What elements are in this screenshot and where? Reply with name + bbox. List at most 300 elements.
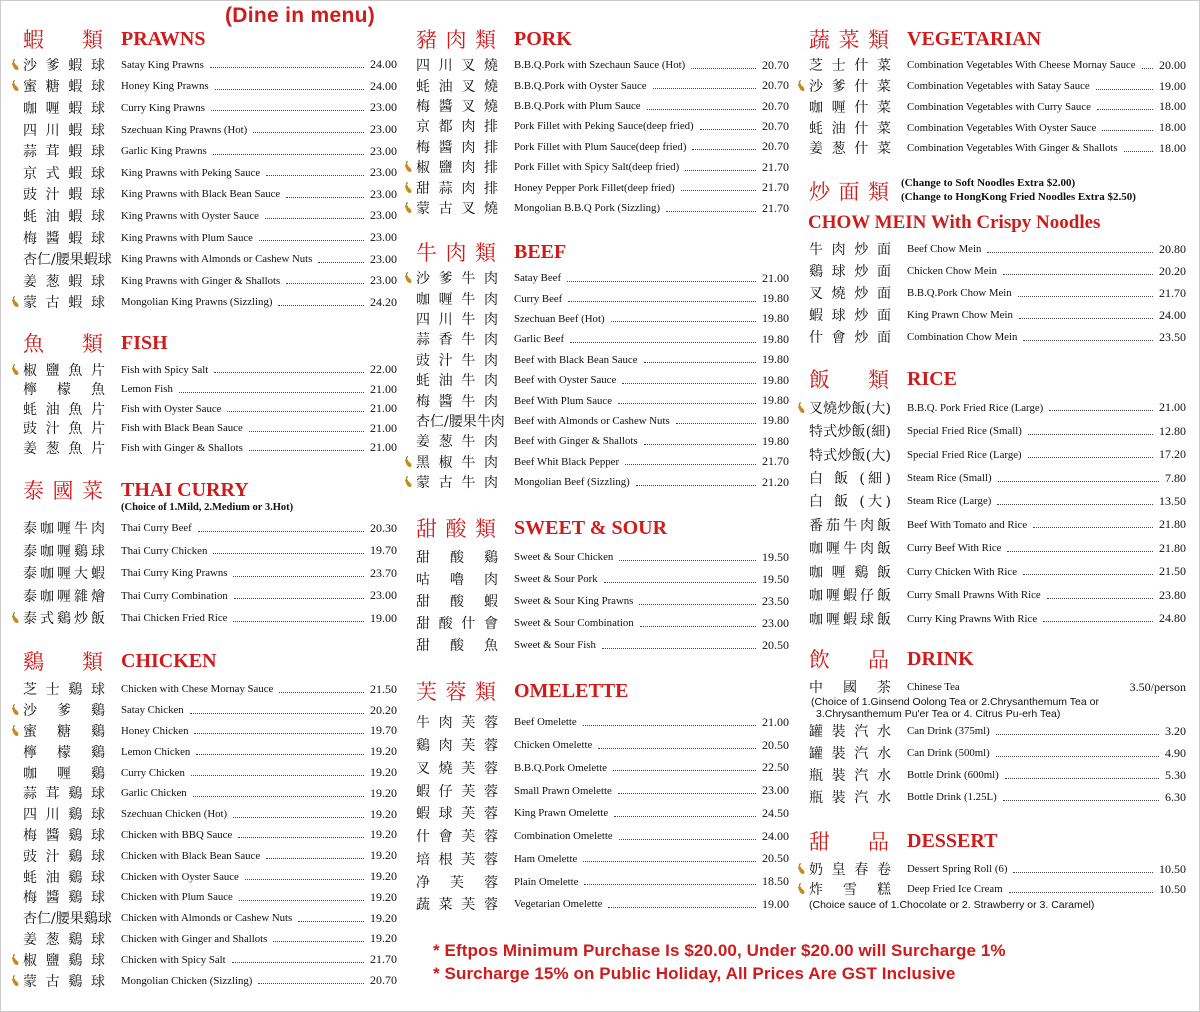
menu-item — [404, 116, 789, 136]
soft-drink-item-list — [797, 720, 1186, 808]
item-english-name: Beef with Almonds or Cashew Nuts — [514, 414, 670, 427]
item-english-name: Mongolian Chicken (Sizzling) — [121, 974, 253, 987]
menu-item — [404, 390, 789, 410]
item-price: 21.70 — [762, 159, 789, 174]
section-header-beef — [404, 240, 789, 264]
menu-item — [404, 309, 789, 329]
item-english-name: Sweet & Sour Chicken — [514, 551, 614, 563]
item-english-name: Thai Curry Combination — [121, 589, 228, 602]
item-price: 24.00 — [370, 57, 397, 72]
item-chinese-name: 泰咖喱雜燴 — [23, 588, 105, 605]
menu-item — [11, 845, 397, 866]
item-chinese-name: 椒 鹽 鷄 球 — [23, 952, 105, 969]
dotted-leader — [278, 305, 364, 306]
item-price: 21.00 — [370, 440, 397, 455]
item-english-name: Beef With Plum Sauce — [514, 394, 613, 407]
item-chinese-name: 净 芙 蓉 — [416, 874, 498, 891]
menu-item — [404, 55, 789, 75]
item-english-name: Fish with Spicy Salt — [121, 363, 209, 376]
item-chinese-name: 豉 汁 蝦 球 — [23, 187, 105, 204]
item-price: 5.30 — [1165, 767, 1186, 782]
section-header-drink — [797, 647, 1186, 671]
item-icon-slot — [11, 975, 23, 987]
chow-mein-item-list — [797, 238, 1186, 348]
item-price: 19.80 — [762, 291, 789, 306]
item-chinese-name: 咕 嚕 肉 — [416, 572, 498, 588]
item-chinese-name: 甜 酸 鷄 — [416, 550, 498, 566]
menu-item — [11, 438, 397, 458]
soft-noodle-note: (Change to Soft Noodles Extra $2.00) — [901, 177, 1076, 189]
menu-item — [404, 546, 789, 568]
dotted-leader — [1018, 296, 1153, 297]
item-price: 13.50 — [1159, 493, 1186, 508]
section-title-english: VEGETARIAN — [907, 27, 1042, 50]
item-chinese-name: 豉 汁 鷄 球 — [23, 848, 105, 865]
item-english-name: Combination Vegetables with Satay Sauce — [907, 80, 1090, 93]
item-chinese-name: 京 式 蝦 球 — [23, 165, 105, 182]
dotted-leader — [567, 281, 756, 282]
section-title-english: PRAWNS — [121, 27, 206, 50]
item-english-name: Curry Beef With Rice — [907, 542, 1002, 555]
section-header-sweet-sour — [404, 516, 789, 540]
menu-item — [797, 537, 1186, 560]
item-icon-slot — [797, 80, 809, 92]
item-chinese-name: 咖喱蝦仔飯 — [809, 588, 891, 605]
item-chinese-name: 蒜 茸 蝦 球 — [23, 144, 105, 161]
dotted-leader — [653, 88, 756, 89]
item-english-name: B.B.Q. Pork Fried Rice (Large) — [907, 401, 1044, 414]
item-chinese-name: 泰咖喱大蝦 — [23, 566, 105, 583]
dotted-leader — [213, 154, 364, 155]
hongkong-noodle-note: (Change to HongKong Fried Noodles Extra $2.50) — [901, 191, 1136, 203]
item-chinese-name: 四 川 鷄 球 — [23, 807, 105, 824]
dotted-leader — [568, 301, 756, 302]
item-price: 19.80 — [762, 413, 789, 428]
item-price: 21.50 — [370, 681, 397, 696]
section-header-omelette — [404, 679, 789, 703]
item-chinese-name: 豉 汁 牛 肉 — [416, 352, 498, 369]
item-english-name: Bottle Drink (600ml) — [907, 769, 999, 781]
item-english-name: Beef Whit Black Pepper — [514, 455, 620, 468]
dotted-leader — [318, 262, 364, 263]
menu-item — [404, 848, 789, 871]
item-price: 20.50 — [762, 851, 789, 866]
menu-item — [11, 360, 397, 380]
item-chinese-name: 甜 酸 蝦 — [416, 594, 498, 610]
item-chinese-name: 蚝 油 叉 燒 — [416, 78, 498, 95]
item-price: 19.20 — [370, 744, 397, 759]
dotted-leader — [253, 132, 364, 133]
chili-icon — [11, 364, 20, 376]
item-chinese-name: 杏仁/腰果鷄球 — [23, 911, 112, 928]
section-title-chinese: 芙 蓉 類 — [416, 680, 496, 704]
dotted-leader — [215, 89, 364, 90]
item-english-name: Thai Chicken Fried Rice — [121, 612, 228, 625]
item-price: 6.30 — [1165, 789, 1186, 804]
item-price: 23.70 — [370, 565, 397, 580]
section-title-english: THAI CURRY — [121, 478, 249, 501]
item-price: 22.50 — [762, 760, 789, 775]
item-chinese-name: 什 會 芙 蓉 — [416, 829, 498, 846]
item-price: 20.20 — [1159, 263, 1186, 278]
menu-item — [11, 721, 397, 742]
menu-item — [797, 443, 1186, 466]
item-icon-slot — [404, 456, 416, 468]
item-chinese-name: 特式炒飯(細) — [809, 424, 891, 441]
dotted-leader — [1124, 151, 1153, 152]
dotted-leader — [259, 240, 364, 241]
pork-item-list — [404, 55, 789, 218]
menu-item — [404, 734, 789, 757]
item-icon-slot — [404, 161, 416, 173]
item-price: 23.00 — [370, 588, 397, 603]
section-title-chinese: 蔬 菜 類 — [809, 28, 889, 52]
item-english-name: Honey Chicken — [121, 724, 189, 737]
item-price: 19.80 — [762, 331, 789, 346]
dotted-leader — [214, 372, 364, 373]
item-price: 19.20 — [370, 889, 397, 904]
item-chinese-name: 梅 醬 肉 排 — [416, 139, 498, 156]
chili-icon — [11, 80, 20, 92]
item-icon-slot — [404, 272, 416, 284]
item-chinese-name: 叉燒炒飯(大) — [809, 400, 891, 417]
item-chinese-name: 牛 肉 芙 蓉 — [416, 715, 498, 732]
dotted-leader — [245, 879, 364, 880]
item-price: 23.00 — [762, 615, 789, 630]
item-price: 20.70 — [762, 118, 789, 133]
item-price: 24.20 — [370, 294, 397, 309]
item-price: 21.70 — [370, 952, 397, 967]
menu-item — [11, 741, 397, 762]
item-icon-slot — [404, 182, 416, 194]
item-price: 19.80 — [762, 372, 789, 387]
chili-icon — [797, 80, 806, 92]
item-price: 10.50 — [1159, 861, 1186, 876]
chili-icon — [404, 202, 413, 214]
dotted-leader — [1003, 800, 1159, 801]
item-price: 19.70 — [370, 543, 397, 558]
chili-icon — [11, 59, 20, 71]
chili-icon — [11, 612, 20, 624]
item-english-name: Chicken with Almonds or Cashew Nuts — [121, 912, 293, 925]
dotted-leader — [1003, 274, 1153, 275]
menu-item — [404, 590, 789, 612]
section-title-chinese: 甜 品 — [809, 830, 889, 854]
item-english-name: Garlic King Prawns — [121, 145, 207, 158]
dotted-leader — [619, 560, 756, 561]
item-english-name: Pork Fillet with Spicy Salt(deep fried) — [514, 161, 680, 174]
item-price: 21.70 — [1159, 285, 1186, 300]
item-chinese-name: 泰式鷄炒飯 — [23, 611, 105, 628]
dotted-leader — [602, 648, 756, 649]
item-price: 19.20 — [370, 910, 397, 925]
chili-icon — [11, 975, 20, 987]
section-title-english: BEEF — [514, 240, 567, 263]
item-icon-slot — [11, 364, 23, 376]
item-price: 18.00 — [1159, 140, 1186, 155]
item-price: 3.50/person — [1129, 679, 1186, 694]
item-icon-slot — [797, 883, 809, 895]
menu-item — [797, 76, 1186, 97]
dotted-leader — [238, 837, 364, 838]
item-price: 23.00 — [762, 783, 789, 798]
item-chinese-name: 姜 葱 牛 肉 — [416, 434, 498, 451]
dotted-leader — [211, 110, 364, 111]
item-english-name: Combination Omelette — [514, 830, 613, 843]
item-english-name: Special Fried Rice (Small) — [907, 425, 1022, 438]
item-price: 23.80 — [1159, 587, 1186, 602]
dotted-leader — [198, 531, 364, 532]
item-english-name: Bottle Drink (1.25L) — [907, 791, 997, 803]
menu-item — [11, 540, 397, 563]
item-english-name: Dessert Spring Roll (6) — [907, 863, 1008, 875]
section-header-dessert — [797, 829, 1186, 853]
item-english-name: King Prawns with Black Bean Sauce — [121, 188, 281, 201]
tea-note-line: 3.Chrysanthemum Pu'er Tea or 4. Citrus Pu-erh Tea) — [816, 708, 1061, 720]
section-title-english: OMELETTE — [514, 679, 629, 702]
dessert-item-list — [797, 859, 1186, 899]
dotted-leader — [570, 342, 756, 343]
item-english-name: B.B.Q.Pork with Oyster Sauce — [514, 79, 647, 92]
section-title-english: CHICKEN — [121, 649, 217, 672]
menu-item — [11, 908, 397, 929]
item-chinese-name: 豉 汁 魚 片 — [23, 421, 105, 438]
item-chinese-name: 梅 醬 牛 肉 — [416, 393, 498, 410]
item-english-name: Satay King Prawns — [121, 58, 204, 71]
section-title-english: FISH — [121, 331, 168, 354]
section-title-english: DRINK — [907, 647, 974, 670]
footer-notes — [433, 939, 1006, 985]
item-english-name: Combination Vegetables With Cheese Mornay Sauce — [907, 59, 1136, 72]
item-price: 20.70 — [762, 78, 789, 93]
menu-item — [797, 584, 1186, 607]
item-price: 19.00 — [370, 610, 397, 625]
item-english-name: Chicken with Chese Mornay Sauce — [121, 683, 274, 696]
menu-item — [797, 419, 1186, 442]
dotted-leader — [997, 504, 1153, 505]
item-chinese-name: 梅 醬 鷄 球 — [23, 890, 105, 907]
item-chinese-name: 甜 酸 什 會 — [416, 616, 498, 632]
item-icon-slot — [11, 704, 23, 716]
chili-icon — [11, 954, 20, 966]
item-english-name: Curry Small Prawns With Rice — [907, 589, 1041, 602]
menu-item — [11, 949, 397, 970]
dotted-leader — [1043, 621, 1153, 622]
dotted-leader — [1047, 598, 1153, 599]
item-chinese-name: 姜 葱 蝦 球 — [23, 273, 105, 290]
menu-item — [797, 396, 1186, 419]
dotted-leader — [227, 411, 364, 412]
dotted-leader — [1049, 410, 1153, 411]
menu-item — [404, 870, 789, 893]
item-chinese-name: 特式炒飯(大) — [809, 447, 891, 464]
item-english-name: Special Fried Rice (Large) — [907, 448, 1022, 461]
item-chinese-name: 瓶 裝 汽 水 — [809, 768, 891, 784]
item-price: 21.70 — [762, 200, 789, 215]
item-price: 21.00 — [370, 401, 397, 416]
dotted-leader — [614, 816, 756, 817]
item-icon-slot — [797, 402, 809, 414]
item-english-name: Sweet & Sour Combination — [514, 617, 634, 629]
item-price: 24.80 — [1159, 611, 1186, 626]
item-english-name: Chicken with Ginger and Shallots — [121, 932, 268, 945]
item-price: 19.00 — [762, 896, 789, 911]
dotted-leader — [996, 734, 1159, 735]
dotted-leader — [644, 362, 756, 363]
item-english-name: Curry Chicken With Rice — [907, 565, 1018, 578]
dotted-leader — [249, 450, 364, 451]
item-chinese-name: 蒜 香 牛 肉 — [416, 332, 498, 349]
dotted-leader — [640, 626, 756, 627]
item-price: 21.00 — [762, 270, 789, 285]
section-title-english: CHOW MEIN With Crispy Noodles — [808, 212, 1101, 233]
fish-item-list — [11, 360, 397, 458]
item-price: 7.80 — [1165, 470, 1186, 485]
item-price: 19.50 — [762, 571, 789, 586]
item-english-name: Curry Beef — [514, 292, 563, 305]
menu-item — [797, 742, 1186, 764]
item-english-name: Combination Vegetables With Ginger & Shallots — [907, 142, 1118, 155]
item-price: 10.50 — [1159, 881, 1186, 896]
item-chinese-name: 鷄 球 炒 面 — [809, 264, 891, 280]
dotted-leader — [1005, 778, 1159, 779]
menu-item — [404, 288, 789, 308]
chili-icon — [404, 272, 413, 284]
section-title-chinese: 魚 類 — [23, 332, 103, 356]
item-price: 21.00 — [370, 420, 397, 435]
menu-item — [797, 859, 1186, 879]
item-price: 19.20 — [370, 806, 397, 821]
dotted-leader — [1033, 527, 1153, 528]
dotted-leader — [266, 175, 364, 176]
item-english-name: Deep Fried Ice Cream — [907, 883, 1003, 895]
item-chinese-name: 梅 醬 蝦 球 — [23, 230, 105, 247]
item-chinese-name: 蜜 糖 蝦 球 — [23, 79, 105, 96]
item-price: 19.20 — [370, 785, 397, 800]
item-price: 21.20 — [762, 474, 789, 489]
dotted-leader — [1013, 872, 1153, 873]
item-price: 20.80 — [1159, 241, 1186, 256]
dotted-leader — [998, 481, 1159, 482]
menu-item — [404, 472, 789, 492]
item-chinese-name: 黑 椒 牛 肉 — [416, 454, 498, 471]
item-icon-slot — [11, 296, 23, 308]
dotted-leader — [598, 748, 756, 749]
item-chinese-name: 沙 爹 牛 肉 — [416, 271, 498, 288]
section-header-thai-curry — [11, 478, 397, 502]
dotted-leader — [619, 839, 756, 840]
dotted-leader — [234, 598, 364, 599]
item-chinese-name: 奶 皇 春 卷 — [809, 862, 891, 878]
dotted-leader — [639, 604, 756, 605]
item-chinese-name: 四 川 叉 燒 — [416, 58, 498, 75]
dotted-leader — [239, 900, 364, 901]
item-chinese-name: 梅 醬 叉 燒 — [416, 99, 498, 116]
item-english-name: Satay Beef — [514, 272, 562, 285]
dotted-leader — [1007, 551, 1153, 552]
item-english-name: Plain Omelette — [514, 875, 579, 888]
item-price: 3.20 — [1165, 723, 1186, 738]
item-price: 23.50 — [762, 593, 789, 608]
item-english-name: Satay Chicken — [121, 704, 184, 717]
dotted-leader — [1023, 340, 1153, 341]
item-chinese-name: 蒙 古 鷄 球 — [23, 973, 105, 990]
item-chinese-name: 蔬 菜 芙 蓉 — [416, 897, 498, 914]
menu-item — [797, 513, 1186, 536]
item-chinese-name: 培 根 芙 蓉 — [416, 851, 498, 868]
menu-item — [404, 96, 789, 116]
item-english-name: Combination Chow Mein — [907, 331, 1018, 343]
chicken-item-list — [11, 679, 397, 991]
item-english-name: Can Drink (500ml) — [907, 747, 990, 759]
item-english-name: Pork Fillet with Plum Sauce(deep fried) — [514, 140, 687, 153]
menu-item — [797, 786, 1186, 808]
item-chinese-name: 蜜 糖 鷄 — [23, 723, 105, 740]
item-english-name: Honey King Prawns — [121, 80, 209, 93]
item-price: 19.20 — [370, 827, 397, 842]
item-english-name: Thai Curry Beef — [121, 522, 192, 535]
item-chinese-name: 咖 喱 蝦 球 — [23, 100, 105, 117]
menu-item — [11, 970, 397, 991]
item-chinese-name: 姜 葱 魚 片 — [23, 440, 105, 457]
item-chinese-name: 蚝 油 蝦 球 — [23, 208, 105, 225]
item-price: 21.50 — [1159, 564, 1186, 579]
dotted-leader — [194, 733, 364, 734]
item-chinese-name: 叉 燒 芙 蓉 — [416, 760, 498, 777]
item-chinese-name: 炸 雪 糕 — [809, 882, 891, 898]
menu-item — [11, 929, 397, 950]
item-price: 21.70 — [762, 454, 789, 469]
menu-item — [11, 205, 397, 227]
dotted-leader — [196, 754, 364, 755]
item-english-name: Lemon Fish — [121, 383, 173, 396]
menu-item — [11, 517, 397, 540]
item-chinese-name: 白 飯 (細) — [809, 471, 891, 488]
item-price: 21.00 — [1159, 400, 1186, 415]
section-header-vegetarian — [797, 27, 1186, 51]
item-english-name: Mongolian Beef (Sizzling) — [514, 476, 630, 489]
dotted-leader — [1142, 68, 1153, 69]
menu-item — [797, 879, 1186, 899]
menu-item — [11, 762, 397, 783]
dotted-leader — [286, 197, 364, 198]
menu-item — [11, 783, 397, 804]
dotted-leader — [190, 713, 364, 714]
item-price: 19.20 — [370, 765, 397, 780]
menu-item — [404, 431, 789, 451]
rice-item-list — [797, 396, 1186, 630]
menu-item — [11, 825, 397, 846]
item-price: 18.00 — [1159, 120, 1186, 135]
vegetarian-item-list — [797, 55, 1186, 159]
dotted-leader — [191, 775, 364, 776]
section-title-chinese: 鷄 類 — [23, 650, 103, 674]
item-price: 23.00 — [370, 122, 397, 137]
item-chinese-name: 蚝 油 鷄 球 — [23, 869, 105, 886]
menu-item — [404, 612, 789, 634]
item-price: 21.80 — [1159, 517, 1186, 532]
menu-item — [11, 700, 397, 721]
item-chinese-name: 咖喱蝦球飯 — [809, 611, 891, 628]
item-chinese-name: 姜 葱 什 菜 — [809, 141, 891, 158]
section-header-chicken — [11, 649, 397, 673]
dotted-leader — [692, 149, 756, 150]
item-chinese-name: 四 川 牛 肉 — [416, 311, 498, 328]
menu-item — [797, 720, 1186, 742]
item-chinese-name: 杏仁/腰果蝦球 — [23, 252, 112, 269]
menu-item — [797, 560, 1186, 583]
section-title-chinese: 蝦 類 — [23, 28, 103, 52]
